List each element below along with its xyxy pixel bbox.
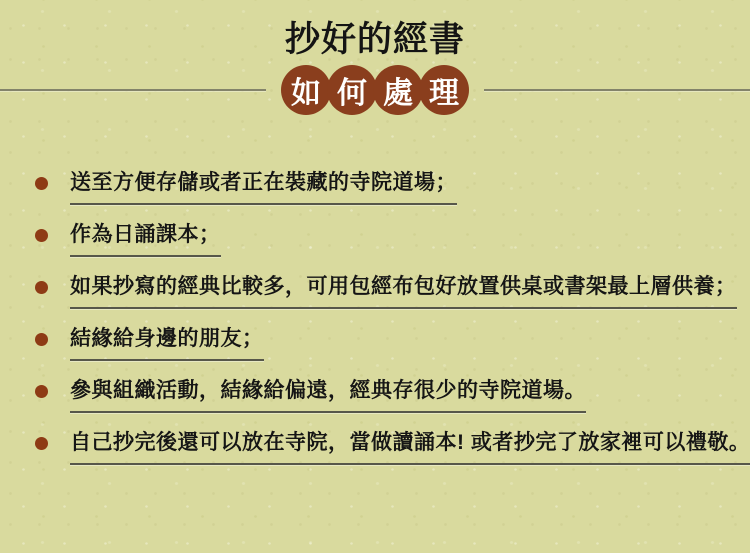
header-line-right	[484, 89, 750, 91]
subtitle-circle	[327, 65, 377, 115]
subtitle-circle	[419, 65, 469, 115]
list-item	[35, 220, 750, 257]
subtitle-circle	[281, 65, 331, 115]
dot-bullet-icon	[35, 229, 48, 242]
dot-bullet-icon	[35, 333, 48, 346]
header-line-left	[0, 89, 266, 91]
page-title: 抄好的經書	[284, 20, 465, 59]
dot-bullet-icon	[35, 437, 48, 450]
dot-bullet-icon	[35, 385, 48, 398]
list-item	[35, 324, 750, 361]
list-item	[35, 272, 750, 309]
subtitle-banner	[0, 65, 750, 115]
list-item-text: 作為日誦課本；	[70, 220, 221, 257]
subtitle-char: 如	[291, 77, 321, 110]
list-item-text: 結緣給身邊的朋友；	[70, 324, 264, 361]
instructions-list	[0, 168, 750, 465]
list-item-text: 參與組織活動，結緣給偏遠，經典存很少的寺院道場。	[70, 376, 586, 413]
list-item	[35, 376, 750, 413]
subtitle-char: 何	[337, 77, 367, 110]
list-item-text: 自己抄完後還可以放在寺院，當做讀誦本! 或者抄完了放家裡可以禮敬。	[70, 428, 750, 465]
list-item	[35, 168, 750, 205]
subtitle-char: 處	[383, 77, 413, 110]
subtitle-circle	[373, 65, 423, 115]
dot-bullet-icon	[35, 177, 48, 190]
subtitle-char: 理	[429, 77, 459, 110]
list-item	[35, 428, 750, 465]
list-item-text: 送至方便存儲或者正在裝藏的寺院道場；	[70, 168, 457, 205]
list-item-text: 如果抄寫的經典比較多，可用包經布包好放置供桌或書架最上層供養；	[70, 272, 737, 309]
subtitle-circles	[281, 65, 469, 115]
dot-bullet-icon	[35, 281, 48, 294]
